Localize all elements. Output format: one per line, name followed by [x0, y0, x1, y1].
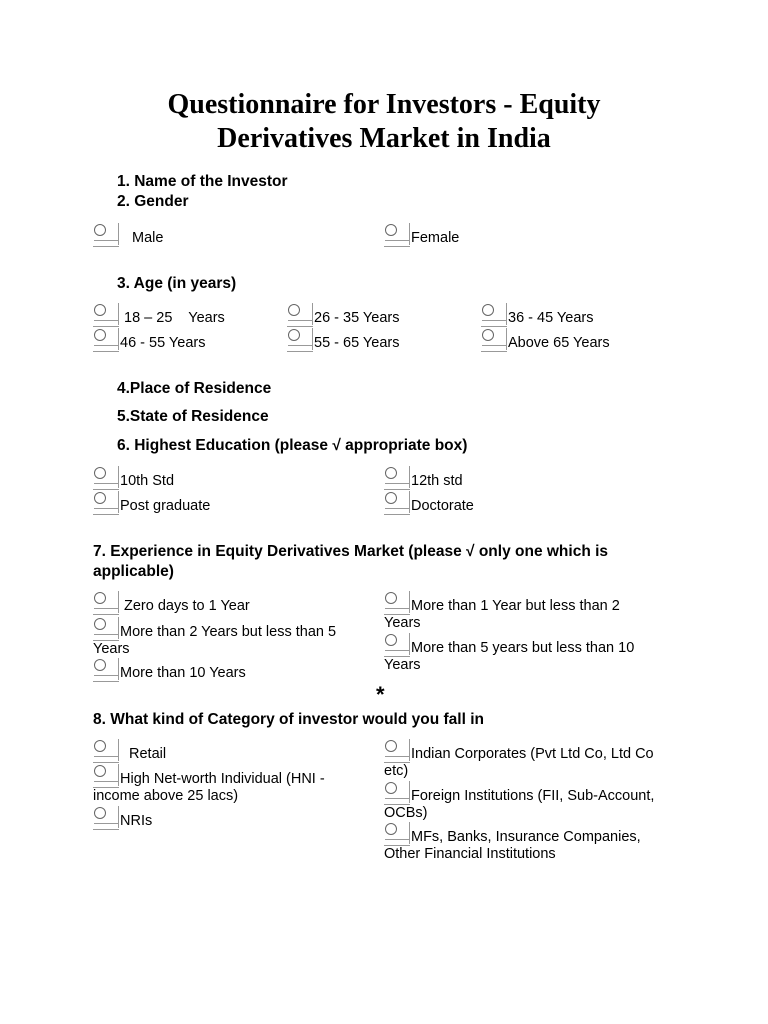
question-8-category: 8. What kind of Category of investor would you fall in — [93, 711, 484, 728]
asterisk-mark: * — [376, 682, 385, 707]
question-4-place: 4.Place of Residence — [117, 380, 272, 397]
gender-female-label: Female — [411, 230, 460, 246]
exp-10plus-label: More than 10 Years — [120, 665, 246, 681]
age-36-45-label: 36 - 45 Years — [508, 310, 594, 326]
edu-10th-radio[interactable] — [93, 466, 119, 490]
exp-0-1-radio[interactable] — [93, 591, 119, 615]
gender-female-radio[interactable] — [384, 223, 410, 247]
cat-retail-radio[interactable] — [93, 739, 119, 763]
cat-indian-corporates-label: Indian Corporates (Pvt Ltd Co, Ltd Co etc) — [384, 746, 654, 779]
question-6-education: 6. Highest Education (please √ appropriate box) — [117, 437, 468, 454]
edu-10th-label: 10th Std — [120, 473, 175, 489]
edu-12th-label: 12th std — [411, 473, 463, 489]
question-1-name: 1. Name of the Investor — [117, 173, 288, 190]
edu-postgrad-radio[interactable] — [93, 491, 119, 515]
edu-doctorate-radio[interactable] — [384, 491, 410, 515]
edu-postgrad-label: Post graduate — [120, 498, 211, 514]
age-above-65-label: Above 65 Years — [508, 335, 610, 351]
exp-5-10-label: More than 5 years but less than 10 Years — [384, 640, 635, 673]
age-55-65-radio[interactable] — [287, 328, 313, 352]
cat-mfs-banks-label: MFs, Banks, Insurance Companies, Other Financial Institutions — [384, 829, 641, 862]
age-55-65-label: 55 - 65 Years — [314, 335, 400, 351]
age-46-55-radio[interactable] — [93, 328, 119, 352]
title-line-1: Questionnaire for Investors - Equity — [167, 89, 601, 120]
age-18-25-label: 18 – 25 Years — [124, 310, 225, 326]
cat-retail-label: Retail — [129, 746, 167, 762]
cat-foreign-inst-label: Foreign Institutions (FII, Sub-Account, OCBs) — [384, 788, 655, 821]
question-5-state: 5.State of Residence — [117, 408, 269, 425]
age-above-65-radio[interactable] — [481, 328, 507, 352]
title-line-2: Derivatives Market in India — [217, 123, 551, 154]
edu-doctorate-label: Doctorate — [411, 498, 474, 514]
exp-10plus-radio[interactable] — [93, 658, 119, 682]
page-title — [0, 88, 768, 156]
cat-hni-label: High Net-worth Individual (HNI - income above 25 lacs) — [93, 771, 325, 804]
exp-2-5-label: More than 2 Years but less than 5 Years — [93, 624, 337, 657]
cat-nri-label: NRIs — [120, 813, 153, 829]
question-2-gender: 2. Gender — [117, 193, 189, 210]
age-26-35-radio[interactable] — [287, 303, 313, 327]
age-26-35-label: 26 - 35 Years — [314, 310, 400, 326]
exp-1-2-label: More than 1 Year but less than 2 Years — [384, 598, 620, 631]
exp-0-1-label: Zero days to 1 Year — [124, 598, 250, 614]
cat-nri-radio[interactable] — [93, 806, 119, 830]
gender-male-label: Male — [132, 230, 164, 246]
question-3-age: 3. Age (in years) — [117, 275, 237, 292]
age-46-55-label: 46 - 55 Years — [120, 335, 206, 351]
gender-male-radio[interactable] — [93, 223, 119, 247]
edu-12th-radio[interactable] — [384, 466, 410, 490]
age-18-25-radio[interactable] — [93, 303, 119, 327]
question-7-experience: 7. Experience in Equity Derivatives Market (please √ only one which is applicable) — [93, 543, 609, 580]
age-36-45-radio[interactable] — [481, 303, 507, 327]
